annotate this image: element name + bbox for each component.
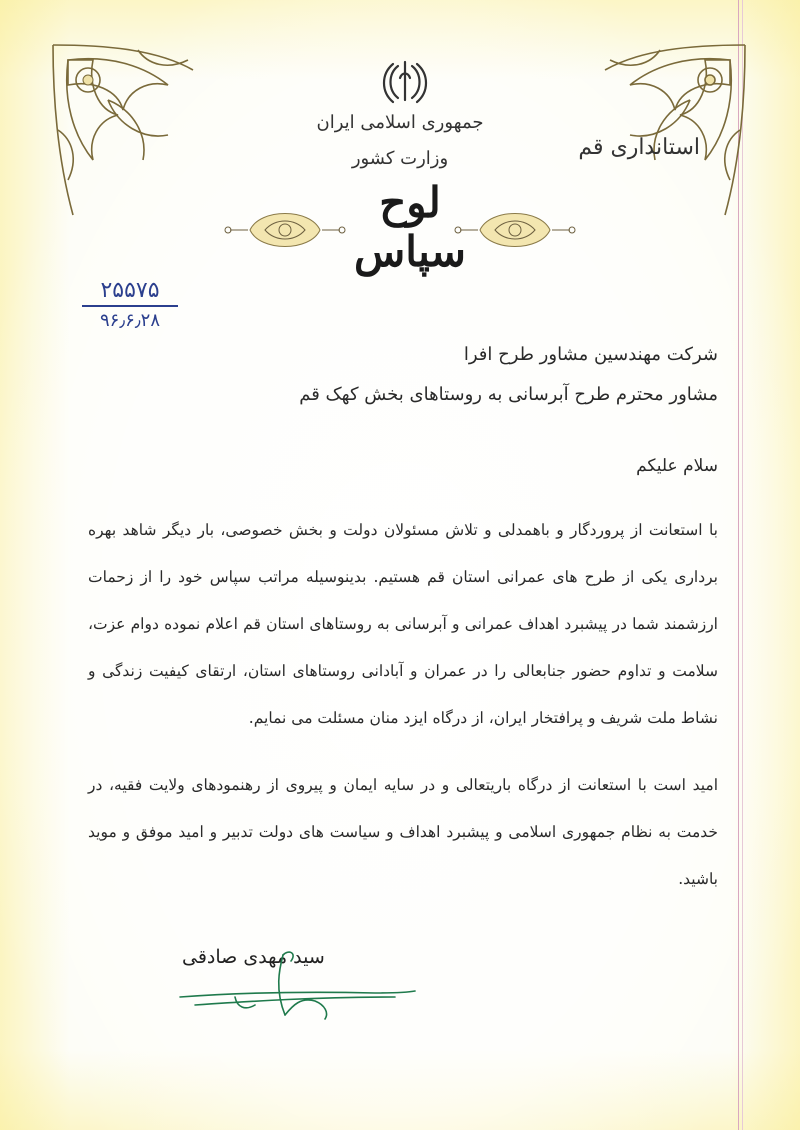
document-title: لوح سپاس xyxy=(354,178,466,276)
title-ornament-right-icon xyxy=(450,200,580,260)
registration-date: ۹۶٫۶٫۲۸ xyxy=(99,310,161,331)
registration-number: ۲۵۵۷۵ xyxy=(100,278,160,303)
corner-ornament-left-icon xyxy=(48,40,198,220)
paragraph-1: با استعانت از پروردگار و باهمدلی و تلاش مسئولان دولت و بخش خصوصی، بار دیگر شاهد بهره برداری یکی از طرح های عمرانی استان قم هستیم. بدینوسیله مراتب سپاس خود را از زحمات ارزشمند شما در پیشبرد اهداف عمرانی و آبرسانی به روستاهای استان قم اعلام نموده دوام عزت، سلامت و تداوم حضور جنابعالی را در عمران و آبادانی روستاهای استان، ارتقای کیفیت زندگی و نشاط ملت شریف و پرافتخار ایران، از درگاه ایزد منان مسئلت می نمایم. xyxy=(88,521,718,727)
registration-stamp xyxy=(82,278,178,331)
corner-ornament-right-icon xyxy=(600,40,750,220)
salutation: سلام علیکم xyxy=(636,456,718,476)
ministry-title: وزارت کشور xyxy=(351,148,449,169)
addressee-line-1: شرکت مهندسین مشاور طرح افرا xyxy=(463,344,718,365)
iran-emblem-icon xyxy=(380,56,430,106)
republic-title: جمهوری اسلامی ایران xyxy=(316,112,484,133)
signature-icon xyxy=(175,935,435,1035)
paragraph-2: امید است با استعانت از درگاه باریتعالی و در سایه ایمان و پیروی از رهنمودهای ولایت فقیه، در خدمت به نظام جمهوری اسلامی و پیشبرد اهداف و سیاست های دولت تدبیر و امید موفق و موید باشید. xyxy=(88,776,718,888)
issuer-name: استانداری قم xyxy=(578,135,700,160)
signatory-name: سید مهدی صادقی xyxy=(182,946,325,968)
registration-divider xyxy=(82,305,178,307)
letter-body xyxy=(88,335,718,903)
title-ornament-left-icon xyxy=(220,200,350,260)
addressee-line-2: مشاور محترم طرح آبرسانی به روستاهای بخش کهک قم xyxy=(299,384,718,405)
